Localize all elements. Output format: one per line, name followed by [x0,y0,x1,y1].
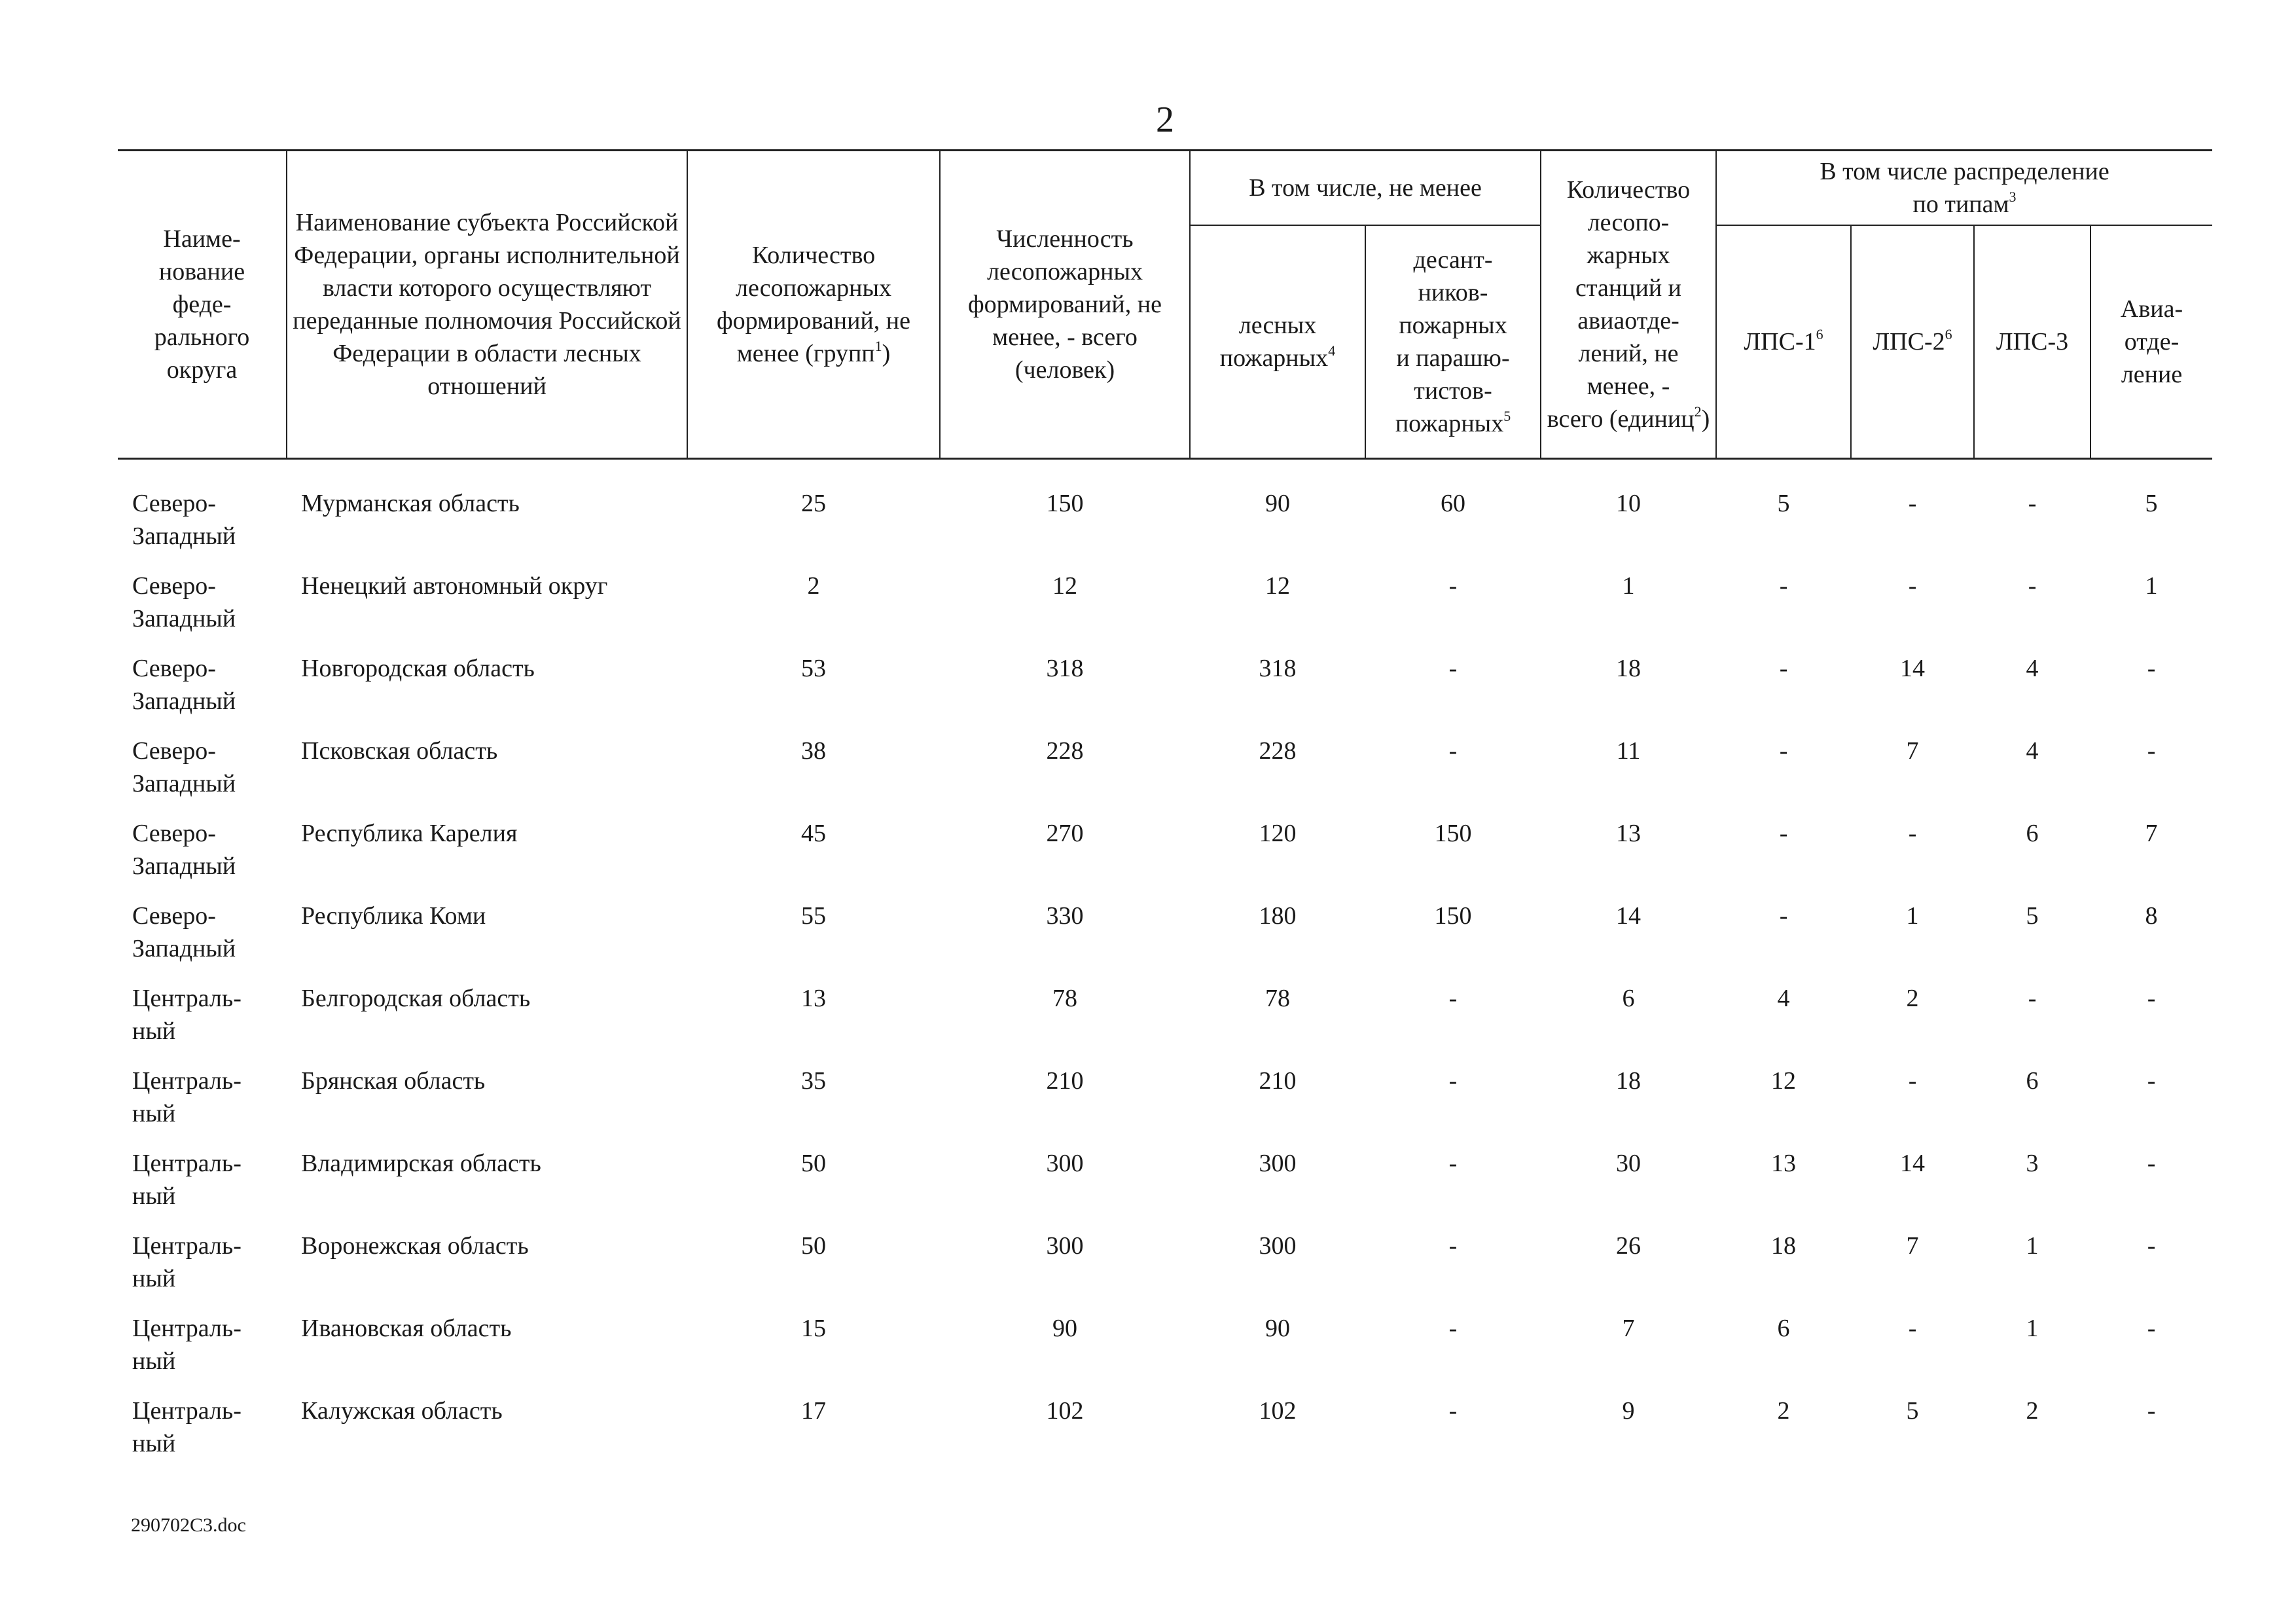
cell-avia: - [2147,1315,2156,1342]
cell-stations: 18 [1616,1067,1641,1095]
table-row [118,487,2212,570]
cell-avia: 5 [2145,490,2158,517]
cell-formations: 50 [801,1150,826,1177]
header-okrug [118,151,287,459]
cell-staff: 12 [1052,572,1077,600]
header-stations-sup: 2 [1694,403,1702,420]
cell-avia: - [2147,655,2156,682]
cell-lps1: 6 [1777,1315,1790,1342]
cell-lps3: 2 [2026,1397,2039,1425]
cell-stations: 6 [1622,985,1635,1012]
cell-avia: 1 [2145,572,2158,600]
cell-lps3: 4 [2026,737,2039,765]
header-lps1-sup: 6 [1816,326,1823,342]
header-lps1-text: ЛПС-1 [1744,328,1816,356]
cell-okrug: Северо- Западный [132,902,236,962]
cell-okrug: Централь- ный [132,985,242,1045]
cell-staff: 330 [1046,902,1084,930]
cell-stations: 1 [1622,572,1635,600]
table-row [118,1312,2212,1395]
cell-forest: 210 [1259,1067,1297,1095]
cell-avia: - [2147,985,2156,1012]
cell-formations: 50 [801,1232,826,1260]
table-row [118,652,2212,735]
table-header [118,151,2212,459]
header-staff [940,151,1190,459]
cell-para: - [1448,572,1458,600]
cell-stations: 7 [1622,1315,1635,1342]
cell-avia: - [2147,1150,2156,1177]
table-row [118,1230,2212,1312]
cell-lps2: - [1908,490,1917,517]
cell-staff: 300 [1046,1150,1084,1177]
cell-formations: 45 [801,820,826,847]
header-formations-text: Количество лесопожарных формирований, не менее (групп [717,242,910,367]
cell-okrug: Северо- Западный [132,490,236,550]
header-para-sup: 5 [1503,408,1511,424]
cell-subject: Брянская область [301,1067,486,1095]
cell-stations: 30 [1616,1150,1641,1177]
cell-lps2: 7 [1906,737,1919,765]
cell-subject: Новгородская область [301,655,535,682]
cell-lps3: 3 [2026,1150,2039,1177]
header-group-incl [1190,151,1541,226]
cell-staff: 102 [1046,1397,1084,1425]
cell-para: - [1448,1232,1458,1260]
cell-lps2: 5 [1906,1397,1919,1425]
table-row [118,570,2212,652]
header-lps3-text: ЛПС-3 [1996,328,2069,356]
header-formations-end: ) [882,340,891,367]
cell-forest: 180 [1259,902,1297,930]
cell-formations: 17 [801,1397,826,1425]
cell-formations: 15 [801,1315,826,1342]
table-row [118,982,2212,1065]
cell-lps3: 4 [2026,655,2039,682]
table-row [118,1395,2212,1477]
cell-lps2: - [1908,1315,1917,1342]
table-row [118,1065,2212,1147]
header-lps2-text: ЛПС-2 [1873,328,1945,356]
header-group-types-line2: по типам [1912,191,2009,218]
cell-subject: Мурманская область [301,490,520,517]
cell-formations: 55 [801,902,826,930]
cell-avia: - [2147,1397,2156,1425]
header-lps3 [1974,225,2090,459]
cell-avia: 7 [2145,820,2158,847]
table-row [118,817,2212,900]
header-forest-text: лесных пожарных [1219,312,1329,372]
cell-forest: 120 [1259,820,1297,847]
table-row [118,900,2212,982]
cell-forest: 228 [1259,737,1297,765]
cell-staff: 150 [1046,490,1084,517]
cell-lps1: - [1779,655,1788,682]
cell-lps1: 2 [1777,1397,1790,1425]
cell-lps2: 14 [1900,655,1926,682]
cell-subject: Ненецкий автономный округ [301,572,608,600]
header-group-incl-text: В том числе, не менее [1249,174,1482,202]
cell-para: 150 [1434,902,1472,930]
header-avia [2090,225,2212,459]
table-row [118,1147,2212,1230]
cell-lps1: - [1779,820,1788,847]
cell-forest: 90 [1265,490,1290,517]
cell-okrug: Централь- ный [132,1067,242,1127]
cell-stations: 18 [1616,655,1641,682]
cell-lps3: 1 [2026,1315,2039,1342]
header-para [1365,225,1541,459]
cell-subject: Республика Коми [301,902,486,930]
cell-staff: 318 [1046,655,1084,682]
header-lps1 [1716,225,1851,459]
cell-staff: 78 [1052,985,1077,1012]
cell-subject: Калужская область [301,1397,503,1425]
header-stations [1541,151,1716,459]
cell-staff: 300 [1046,1232,1084,1260]
header-lps2 [1851,225,1974,459]
header-group-types-line1: В том числе распределение [1820,158,2109,185]
cell-lps2: - [1908,820,1917,847]
cell-para: - [1448,1150,1458,1177]
header-avia-text: Авиа- отде- ление [2120,295,2183,388]
cell-subject: Псковская область [301,737,498,765]
header-stations-text: Количество лесопо- жарных станций и авиаотде- лений, не менее, - всего (единиц [1547,176,1695,433]
cell-subject: Владимирская область [301,1150,541,1177]
cell-lps2: - [1908,1067,1917,1095]
cell-subject: Воронежская область [301,1232,529,1260]
cell-forest: 300 [1259,1232,1297,1260]
cell-lps2: - [1908,572,1917,600]
cell-okrug: Северо- Западный [132,655,236,715]
cell-formations: 35 [801,1067,826,1095]
cell-para: - [1448,985,1458,1012]
cell-formations: 53 [801,655,826,682]
cell-lps3: 6 [2026,820,2039,847]
cell-lps2: 7 [1906,1232,1919,1260]
cell-okrug: Северо- Западный [132,737,236,797]
header-group-types-sup: 3 [2009,189,2017,205]
cell-stations: 10 [1616,490,1641,517]
cell-avia: - [2147,737,2156,765]
cell-staff: 270 [1046,820,1084,847]
cell-stations: 26 [1616,1232,1641,1260]
table-row [118,735,2212,817]
page-number: 2 [1156,100,1174,140]
header-subject [287,151,687,459]
cell-formations: 13 [801,985,826,1012]
cell-stations: 9 [1622,1397,1635,1425]
header-okrug-text: Наиме- нование феде- рального округа [154,225,250,384]
cell-lps3: 5 [2026,902,2039,930]
cell-formations: 2 [807,572,820,600]
cell-lps1: 12 [1771,1067,1797,1095]
cell-lps1: 13 [1771,1150,1797,1177]
header-forest-sup: 4 [1328,342,1336,359]
cell-lps2: 2 [1906,985,1919,1012]
cell-stations: 13 [1616,820,1641,847]
table-body [118,459,2212,1478]
cell-para: - [1448,1067,1458,1095]
header-forest [1190,225,1365,459]
cell-staff: 90 [1052,1315,1077,1342]
cell-lps3: 6 [2026,1067,2039,1095]
cell-lps1: - [1779,572,1788,600]
cell-para: - [1448,737,1458,765]
cell-lps1: 4 [1777,985,1790,1012]
cell-para: - [1448,1397,1458,1425]
cell-okrug: Северо- Западный [132,572,236,632]
cell-forest: 12 [1265,572,1290,600]
cell-stations: 14 [1616,902,1641,930]
cell-okrug: Централь- ный [132,1315,242,1375]
cell-okrug: Централь- ный [132,1232,242,1292]
cell-para: 60 [1441,490,1465,517]
cell-para: 150 [1434,820,1472,847]
cell-lps2: 1 [1906,902,1919,930]
cell-forest: 90 [1265,1315,1290,1342]
cell-okrug: Северо- Западный [132,820,236,880]
cell-lps2: 14 [1900,1150,1926,1177]
header-stations-end: ) [1701,405,1710,433]
cell-lps3: - [2028,985,2037,1012]
cell-lps3: - [2028,490,2037,517]
cell-avia: 8 [2145,902,2158,930]
file-name-footer: 290702C3.doc [131,1514,246,1536]
cell-lps1: 5 [1777,490,1790,517]
cell-subject: Республика Карелия [301,820,518,847]
cell-formations: 25 [801,490,826,517]
header-formations [687,151,940,459]
header-para-text: десант- ников- пожарных и парашю- тистов- пожарных [1395,246,1510,437]
cell-subject: Белгородская область [301,985,531,1012]
cell-lps3: 1 [2026,1232,2039,1260]
cell-lps3: - [2028,572,2037,600]
cell-staff: 228 [1046,737,1084,765]
cell-lps1: - [1779,737,1788,765]
cell-avia: - [2147,1067,2156,1095]
header-subject-text: Наименование субъекта Российской Федерации, органы исполнительной власти которого осуществляют переданные полномочия Российской Федерации в области лесных отношений [293,209,681,400]
header-staff-text: Численность лесопожарных формирований, не менее, - всего (человек) [968,225,1162,384]
cell-para: - [1448,1315,1458,1342]
forest-fire-formations-table [118,149,2212,1477]
cell-lps1: 18 [1771,1232,1797,1260]
cell-forest: 102 [1259,1397,1297,1425]
cell-stations: 11 [1616,737,1641,765]
cell-forest: 78 [1265,985,1290,1012]
cell-staff: 210 [1046,1067,1084,1095]
cell-para: - [1448,655,1458,682]
cell-forest: 318 [1259,655,1297,682]
cell-formations: 38 [801,737,826,765]
cell-avia: - [2147,1232,2156,1260]
header-formations-sup: 1 [874,338,882,354]
header-group-types [1716,151,2212,226]
cell-okrug: Централь- ный [132,1397,242,1457]
cell-subject: Ивановская область [301,1315,512,1342]
cell-okrug: Централь- ный [132,1150,242,1210]
cell-forest: 300 [1259,1150,1297,1177]
data-table [118,149,2212,1477]
header-lps2-sup: 6 [1945,326,1952,342]
cell-lps1: - [1779,902,1788,930]
